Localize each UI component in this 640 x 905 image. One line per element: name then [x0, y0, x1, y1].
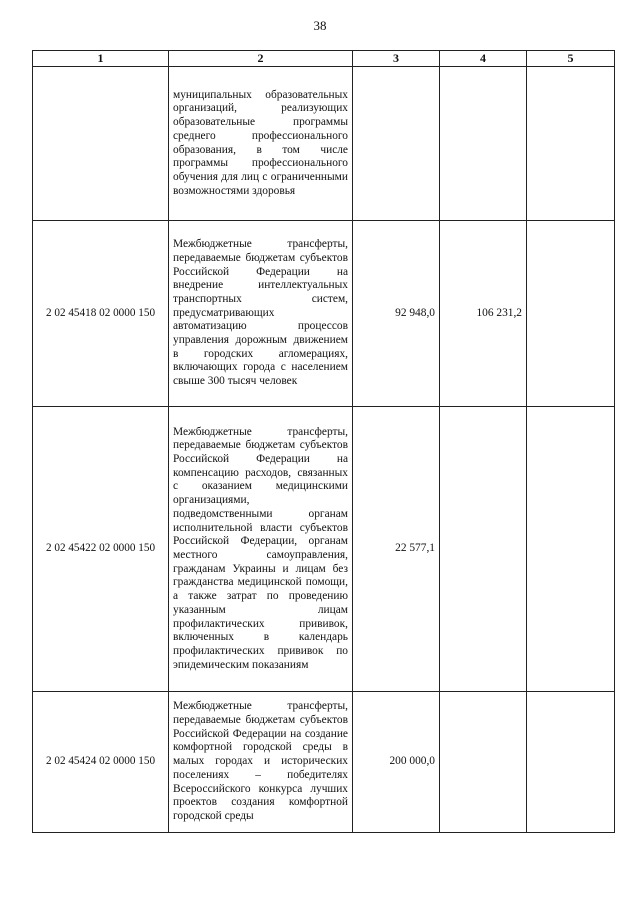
amount-col4 — [440, 67, 527, 221]
amount-col4 — [440, 692, 527, 833]
budget-code: 2 02 45424 02 0000 150 — [33, 692, 169, 833]
amount-col5 — [527, 221, 615, 407]
amount-col3: 22 577,1 — [353, 407, 440, 692]
budget-item-name: муниципальных образовательных организаций, реализующих образовательные программы среднего профессионального образования, в том числе программы профессионального обучения для лиц с ограниченными возможностями здоровья — [169, 67, 353, 221]
page-number: 38 — [313, 18, 327, 33]
header-row — [33, 51, 615, 67]
amount-col5 — [527, 407, 615, 692]
amount-col3 — [353, 67, 440, 221]
budget-item-name: Межбюджетные трансферты, передаваемые бюджетам субъектов Российской Федерации на внедрение интеллектуальных транспортных систем, предусматривающих автоматизацию процессов управления дорожным движением в городских агломерациях, включающих города с населением свыше 300 тысяч человек — [169, 221, 353, 407]
column-header-1: 1 — [33, 51, 169, 67]
amount-col3: 92 948,0 — [353, 221, 440, 407]
column-header-5: 5 — [527, 51, 615, 67]
budget-table — [32, 50, 615, 833]
table-row — [33, 221, 615, 407]
table-row — [33, 67, 615, 221]
amount-col5 — [527, 67, 615, 221]
budget-code — [33, 67, 169, 221]
amount-col4 — [440, 407, 527, 692]
table-row — [33, 692, 615, 833]
column-header-3: 3 — [353, 51, 440, 67]
budget-item-name: Межбюджетные трансферты, передаваемые бюджетам субъектов Российской Федерации на создание комфортной городской среды в малых городах и исторических поселениях – победителях Всероссийского конкурса лучших проектов создания комфортной городской среды — [169, 692, 353, 833]
column-header-2: 2 — [169, 51, 353, 67]
budget-code: 2 02 45418 02 0000 150 — [33, 221, 169, 407]
amount-col3: 200 000,0 — [353, 692, 440, 833]
column-header-4: 4 — [440, 51, 527, 67]
table-row — [33, 407, 615, 692]
budget-item-name: Межбюджетные трансферты, передаваемые бюджетам субъектов Российской Федерации на компенсацию расходов, связанных с оказанием медицинскими организациями, подведомственными органам исполнительной власти субъектов Российской Федерации, органам местного самоуправления, гражданам Украины и лицам без гражданства медицинской помощи, а также затрат по проведению указанным лицам профилактических прививок, включенных в календарь профилактических прививок по эпидемическим показаниям — [169, 407, 353, 692]
budget-code: 2 02 45422 02 0000 150 — [33, 407, 169, 692]
amount-col5 — [527, 692, 615, 833]
amount-col4: 106 231,2 — [440, 221, 527, 407]
